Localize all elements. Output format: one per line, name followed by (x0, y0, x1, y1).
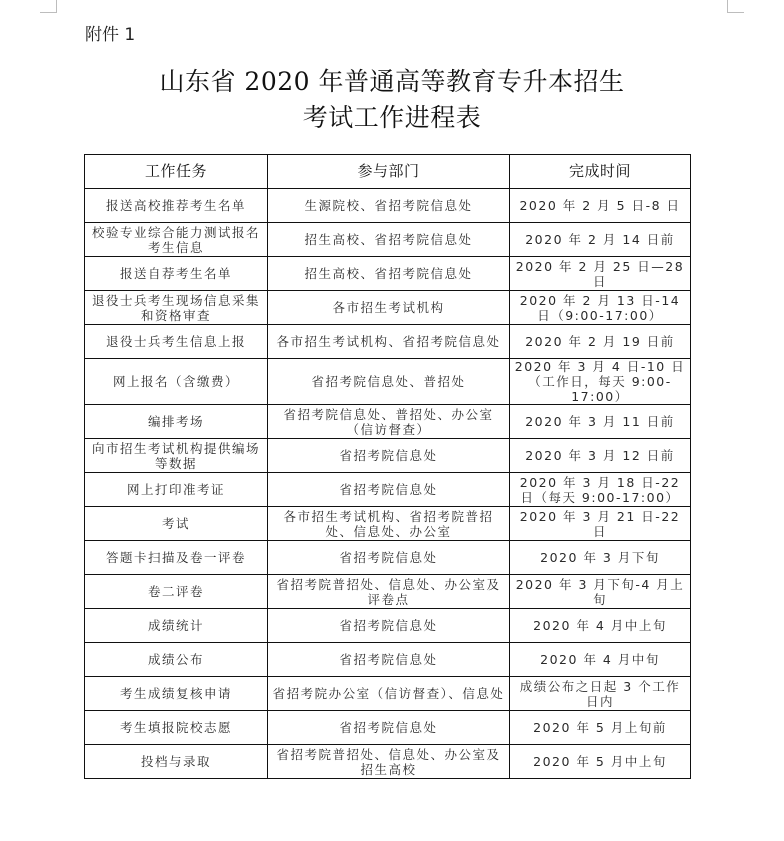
cell-task: 成绩公布 (85, 643, 268, 677)
table-row (85, 609, 691, 643)
document-title-line2: 考试工作进程表 (302, 103, 482, 132)
attachment-label: 附件 1 (85, 25, 136, 45)
cell-task: 投档与录取 (85, 745, 268, 779)
cell-department: 省招考院信息处 (268, 609, 510, 643)
cell-department: 招生高校、省招考院信息处 (268, 223, 510, 257)
cell-department: 省招考院普招处、信息处、办公室及评卷点 (268, 575, 510, 609)
cell-task: 报送自荐考生名单 (85, 257, 268, 291)
cell-task: 编排考场 (85, 405, 268, 439)
cell-task: 网上打印准考证 (85, 473, 268, 507)
cell-department: 各市招生考试机构、省招考院信息处 (268, 325, 510, 359)
cell-time: 2020 年 4 月中旬 (510, 643, 691, 677)
table-row (85, 473, 691, 507)
cell-task: 成绩统计 (85, 609, 268, 643)
cell-time: 2020 年 3 月下旬-4 月上旬 (510, 575, 691, 609)
table-row (85, 439, 691, 473)
header-department: 参与部门 (268, 155, 510, 189)
cell-task: 考试 (85, 507, 268, 541)
table-row (85, 507, 691, 541)
cell-department: 各市招生考试机构 (268, 291, 510, 325)
table-row (85, 325, 691, 359)
cell-time: 2020 年 2 月 5 日-8 日 (510, 189, 691, 223)
cell-time: 2020 年 5 月中上旬 (510, 745, 691, 779)
cell-department: 省招考院信息处 (268, 711, 510, 745)
page-corner-mark-left (40, 0, 57, 13)
table-row (85, 223, 691, 257)
cell-department: 省招考院信息处 (268, 439, 510, 473)
cell-department: 招生高校、省招考院信息处 (268, 257, 510, 291)
cell-time: 2020 年 3 月下旬 (510, 541, 691, 575)
cell-time: 2020 年 3 月 21 日-22 日 (510, 507, 691, 541)
cell-time: 2020 年 2 月 14 日前 (510, 223, 691, 257)
table-row (85, 677, 691, 711)
table-row (85, 711, 691, 745)
cell-department: 省招考院信息处、普招处 (268, 359, 510, 405)
table-row (85, 359, 691, 405)
cell-department: 生源院校、省招考院信息处 (268, 189, 510, 223)
cell-task: 向市招生考试机构提供编场等数据 (85, 439, 268, 473)
cell-time: 2020 年 2 月 19 日前 (510, 325, 691, 359)
cell-task: 卷二评卷 (85, 575, 268, 609)
document-title-line1: 山东省 2020 年普通高等教育专升本招生 (159, 67, 625, 96)
cell-department: 各市招生考试机构、省招考院普招处、信息处、办公室 (268, 507, 510, 541)
cell-task: 考生成绩复核申请 (85, 677, 268, 711)
cell-time: 2020 年 3 月 12 日前 (510, 439, 691, 473)
cell-department: 省招考院信息处 (268, 643, 510, 677)
cell-task: 网上报名（含缴费） (85, 359, 268, 405)
cell-department: 省招考院办公室（信访督查）、信息处 (268, 677, 510, 711)
cell-department: 省招考院信息处 (268, 541, 510, 575)
cell-time: 2020 年 3 月 11 日前 (510, 405, 691, 439)
cell-time: 2020 年 2 月 25 日—28 日 (510, 257, 691, 291)
page-corner-mark-right (727, 0, 744, 13)
table-row (85, 257, 691, 291)
cell-task: 报送高校推荐考生名单 (85, 189, 268, 223)
cell-time: 成绩公布之日起 3 个工作日内 (510, 677, 691, 711)
cell-time: 2020 年 4 月中上旬 (510, 609, 691, 643)
cell-time: 2020 年 3 月 4 日-10 日（工作日，每天 9:00-17:00） (510, 359, 691, 405)
table-row (85, 291, 691, 325)
cell-task: 校验专业综合能力测试报名考生信息 (85, 223, 268, 257)
cell-time: 2020 年 3 月 18 日-22 日（每天 9:00-17:00） (510, 473, 691, 507)
table-row (85, 541, 691, 575)
header-task: 工作任务 (85, 155, 268, 189)
table-header-row (85, 155, 691, 189)
cell-task: 退役士兵考生现场信息采集和资格审查 (85, 291, 268, 325)
table-row (85, 643, 691, 677)
table-row (85, 189, 691, 223)
cell-department: 省招考院信息处 (268, 473, 510, 507)
cell-department: 省招考院信息处、普招处、办公室（信访督查） (268, 405, 510, 439)
table-row (85, 575, 691, 609)
cell-time: 2020 年 5 月上旬前 (510, 711, 691, 745)
cell-task: 退役士兵考生信息上报 (85, 325, 268, 359)
cell-task: 考生填报院校志愿 (85, 711, 268, 745)
table-row (85, 405, 691, 439)
header-time: 完成时间 (510, 155, 691, 189)
table-row (85, 745, 691, 779)
cell-time: 2020 年 2 月 13 日-14 日（9:00-17:00） (510, 291, 691, 325)
schedule-table (84, 154, 691, 779)
cell-task: 答题卡扫描及卷一评卷 (85, 541, 268, 575)
cell-department: 省招考院普招处、信息处、办公室及招生高校 (268, 745, 510, 779)
